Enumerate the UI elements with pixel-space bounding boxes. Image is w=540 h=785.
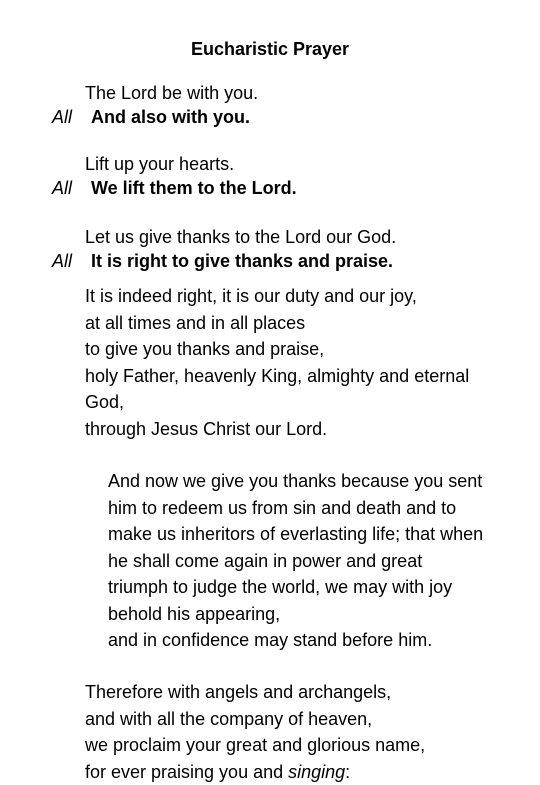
text-line: behold his appearing,	[108, 601, 533, 628]
text-line: It is indeed right, it is our duty and our joy,	[85, 283, 525, 310]
response-label: All	[52, 105, 72, 129]
sanctus-intro-paragraph	[85, 679, 525, 785]
leader-line	[0, 81, 540, 105]
response-text: It is right to give thanks and praise.	[91, 249, 393, 273]
page-title: Eucharistic Prayer	[0, 36, 540, 62]
preface-paragraph	[85, 283, 525, 442]
leader-text: The Lord be with you.	[85, 81, 258, 105]
last-line-prefix: for ever praising you and	[85, 762, 288, 782]
text-line: we proclaim your great and glorious name,	[85, 732, 525, 759]
text-line: and in confidence may stand before him.	[108, 627, 533, 654]
text-line: to give you thanks and praise,	[85, 336, 525, 363]
text-line: through Jesus Christ our Lord.	[85, 416, 525, 443]
response-text: We lift them to the Lord.	[91, 176, 297, 200]
response-line	[0, 176, 540, 200]
response-label: All	[52, 176, 72, 200]
text-line: Therefore with angels and archangels,	[85, 679, 525, 706]
text-line: him to redeem us from sin and death and to	[108, 495, 533, 522]
response-label: All	[52, 249, 72, 273]
text-line: And now we give you thanks because you sent	[108, 468, 533, 495]
response-line	[0, 249, 540, 273]
text-line-last	[85, 759, 525, 785]
proper-preface-paragraph	[108, 468, 533, 654]
text-line: and with all the company of heaven,	[85, 706, 525, 733]
text-line: triumph to judge the world, we may with joy	[108, 574, 533, 601]
response-line	[0, 105, 540, 129]
dialogue-exchange-2	[0, 152, 540, 200]
leader-text: Let us give thanks to the Lord our God.	[85, 225, 396, 249]
rubric-singing: singing	[288, 762, 345, 782]
last-line-suffix: :	[345, 762, 350, 782]
leader-line	[0, 225, 540, 249]
text-line: make us inheritors of everlasting life; that when	[108, 521, 533, 548]
dialogue-exchange-3	[0, 225, 540, 273]
text-line: holy Father, heavenly King, almighty and eternal	[85, 363, 525, 390]
text-line: at all times and in all places	[85, 310, 525, 337]
text-line: he shall come again in power and great	[108, 548, 533, 575]
dialogue-exchange-1	[0, 81, 540, 129]
leader-text: Lift up your hearts.	[85, 152, 234, 176]
text-line: God,	[85, 389, 525, 416]
response-text: And also with you.	[91, 105, 250, 129]
leader-line	[0, 152, 540, 176]
